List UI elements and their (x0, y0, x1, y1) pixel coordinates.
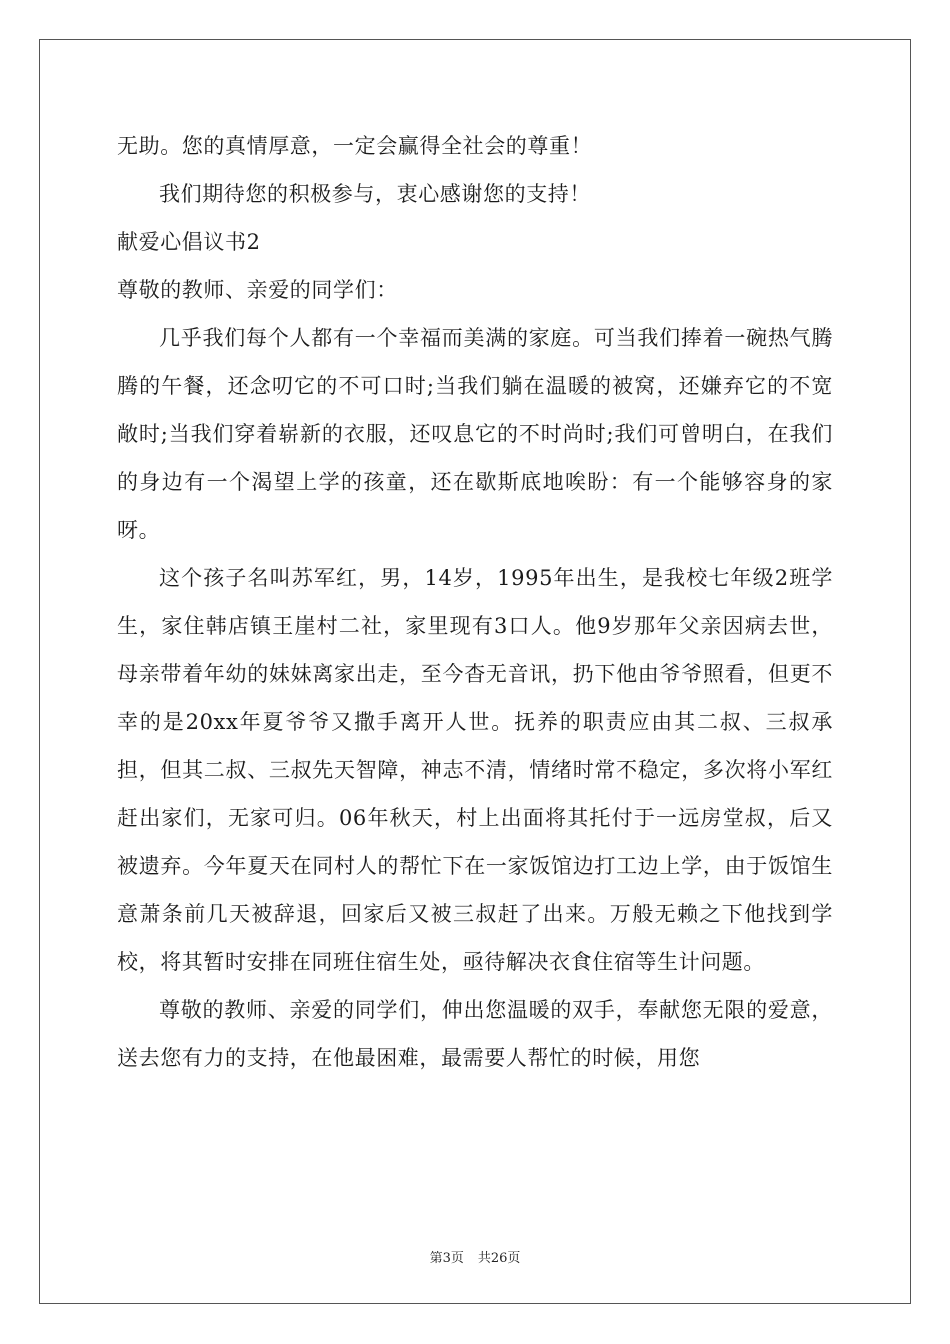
paragraph-appeal: 尊敬的教师、亲爱的同学们，伸出您温暖的双手，奉献您无限的爱意，送去您有力的支持，在他最困难，最需要人帮忙的时候，用您 (117, 998, 833, 1070)
page-number: 第3页 (429, 1251, 464, 1266)
document-body (117, 122, 833, 1082)
paragraph-story: 这个孩子名叫苏军红，男，14岁，1995年出生，是我校七年级2班学生，家住韩店镇王崖村二社，家里现有3口人。他9岁那年父亲因病去世，母亲带着年幼的妹妹离家出走，至今杳无音讯，扔下他由爷爷照看，但更不幸的是20xx年夏爷爷又撒手离开人世。抚养的职责应由其二叔、三叔承担，但其二叔、三叔先天智障，神志不清，情绪时常不稳定，多次将小军红赶出家们，无家可归。06年秋天，村上出面将其托付于一远房堂叔，后又被遗弃。今年夏天在同村人的帮忙下在一家饭馆边打工边上学，由于饭馆生意萧条前几天被辞退，回家后又被三叔赶了出来。万般无赖之下他找到学校，将其暂时安排在同班住宿生处，亟待解决衣食住宿等生计问题。 (117, 566, 833, 974)
salutation: 尊敬的教师、亲爱的同学们： (117, 278, 398, 302)
paragraph-thanks: 我们期待您的积极参与，衷心感谢您的支持！ (159, 182, 591, 206)
section-title: 献爱心倡议书2 (117, 230, 261, 254)
page-footer (0, 1247, 950, 1266)
paragraph-intro: 几乎我们每个人都有一个幸福而美满的家庭。可当我们捧着一碗热气腾腾的午餐，还念叨它的不可口时;当我们躺在温暖的被窝，还嫌弃它的不宽敞时;当我们穿着崭新的衣服，还叹息它的不时尚时;我们可曾明白，在我们的身边有一个渴望上学的孩童，还在歇斯底地唉盼：有一个能够容身的家呀。 (117, 326, 833, 542)
page-total: 共26页 (477, 1251, 521, 1266)
paragraph-closing-line: 无助。您的真情厚意，一定会赢得全社会的尊重！ (117, 134, 593, 158)
